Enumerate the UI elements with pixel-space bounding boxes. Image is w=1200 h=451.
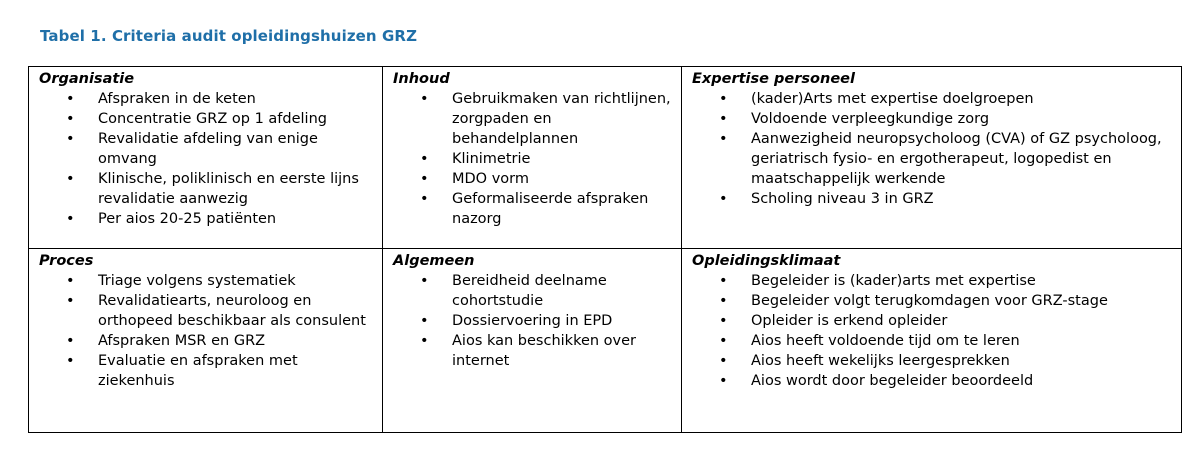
list-item: • Begeleider is (kader)arts met expertise	[751, 271, 1173, 291]
list-item: • MDO vorm	[452, 169, 673, 189]
list-item: • Afspraken MSR en GRZ	[98, 331, 374, 351]
cell-opleidingsklimaat	[682, 249, 1182, 433]
criteria-list	[393, 89, 673, 229]
table-caption: Tabel 1. Criteria audit opleidingshuizen GRZ	[40, 27, 418, 45]
cell-heading: Opleidingsklimaat	[692, 253, 841, 269]
cell-heading: Inhoud	[393, 71, 450, 87]
list-item: • Aios kan beschikken over internet	[452, 331, 673, 371]
criteria-table	[28, 66, 1182, 433]
cell-heading: Expertise personeel	[692, 71, 855, 87]
cell-algemeen	[383, 249, 682, 433]
list-item: • Triage volgens systematiek	[98, 271, 374, 291]
cell-proces	[29, 249, 383, 433]
criteria-list	[692, 89, 1173, 209]
list-item: • Aios wordt door begeleider beoordeeld	[751, 371, 1173, 391]
criteria-list	[393, 271, 673, 371]
cell-inhoud	[383, 67, 682, 249]
criteria-list	[39, 89, 374, 229]
list-item: • Revalidatiearts, neuroloog en orthopeed beschikbaar als consulent	[98, 291, 374, 331]
list-item: • Bereidheid deelname cohortstudie	[452, 271, 673, 311]
list-item: • Afspraken in de keten	[98, 89, 374, 109]
list-item: • Aios heeft voldoende tijd om te leren	[751, 331, 1173, 351]
list-item: • Klinimetrie	[452, 149, 673, 169]
list-item: • Revalidatie afdeling van enige omvang	[98, 129, 374, 169]
cell-heading: Proces	[39, 253, 94, 269]
list-item: • Dossiervoering in EPD	[452, 311, 673, 331]
criteria-list	[39, 271, 374, 391]
cell-expertise-personeel	[682, 67, 1182, 249]
table-row	[29, 249, 1182, 433]
table-row	[29, 67, 1182, 249]
list-item: • Per aios 20-25 patiënten	[98, 209, 374, 229]
cell-organisatie	[29, 67, 383, 249]
list-item: • Evaluatie en afspraken met ziekenhuis	[98, 351, 374, 391]
list-item: • Concentratie GRZ op 1 afdeling	[98, 109, 374, 129]
list-item: • Opleider is erkend opleider	[751, 311, 1173, 331]
list-item: • Aanwezigheid neuropsycholoog (CVA) of GZ psycholoog, geriatrisch fysio- en ergotherapeut, logopedist en maatschappelijk werkende	[751, 129, 1173, 189]
cell-heading: Organisatie	[39, 71, 135, 87]
cell-heading: Algemeen	[393, 253, 475, 269]
list-item: • Voldoende verpleegkundige zorg	[751, 109, 1173, 129]
list-item: • (kader)Arts met expertise doelgroepen	[751, 89, 1173, 109]
criteria-list	[692, 271, 1173, 391]
list-item: • Begeleider volgt terugkomdagen voor GRZ-stage	[751, 291, 1173, 311]
list-item: • Scholing niveau 3 in GRZ	[751, 189, 1173, 209]
list-item: • Geformaliseerde afspraken nazorg	[452, 189, 673, 229]
list-item: • Gebruikmaken van richtlijnen, zorgpaden en behandelplannen	[452, 89, 673, 149]
list-item: • Klinische, poliklinisch en eerste lijns revalidatie aanwezig	[98, 169, 374, 209]
list-item: • Aios heeft wekelijks leergesprekken	[751, 351, 1173, 371]
